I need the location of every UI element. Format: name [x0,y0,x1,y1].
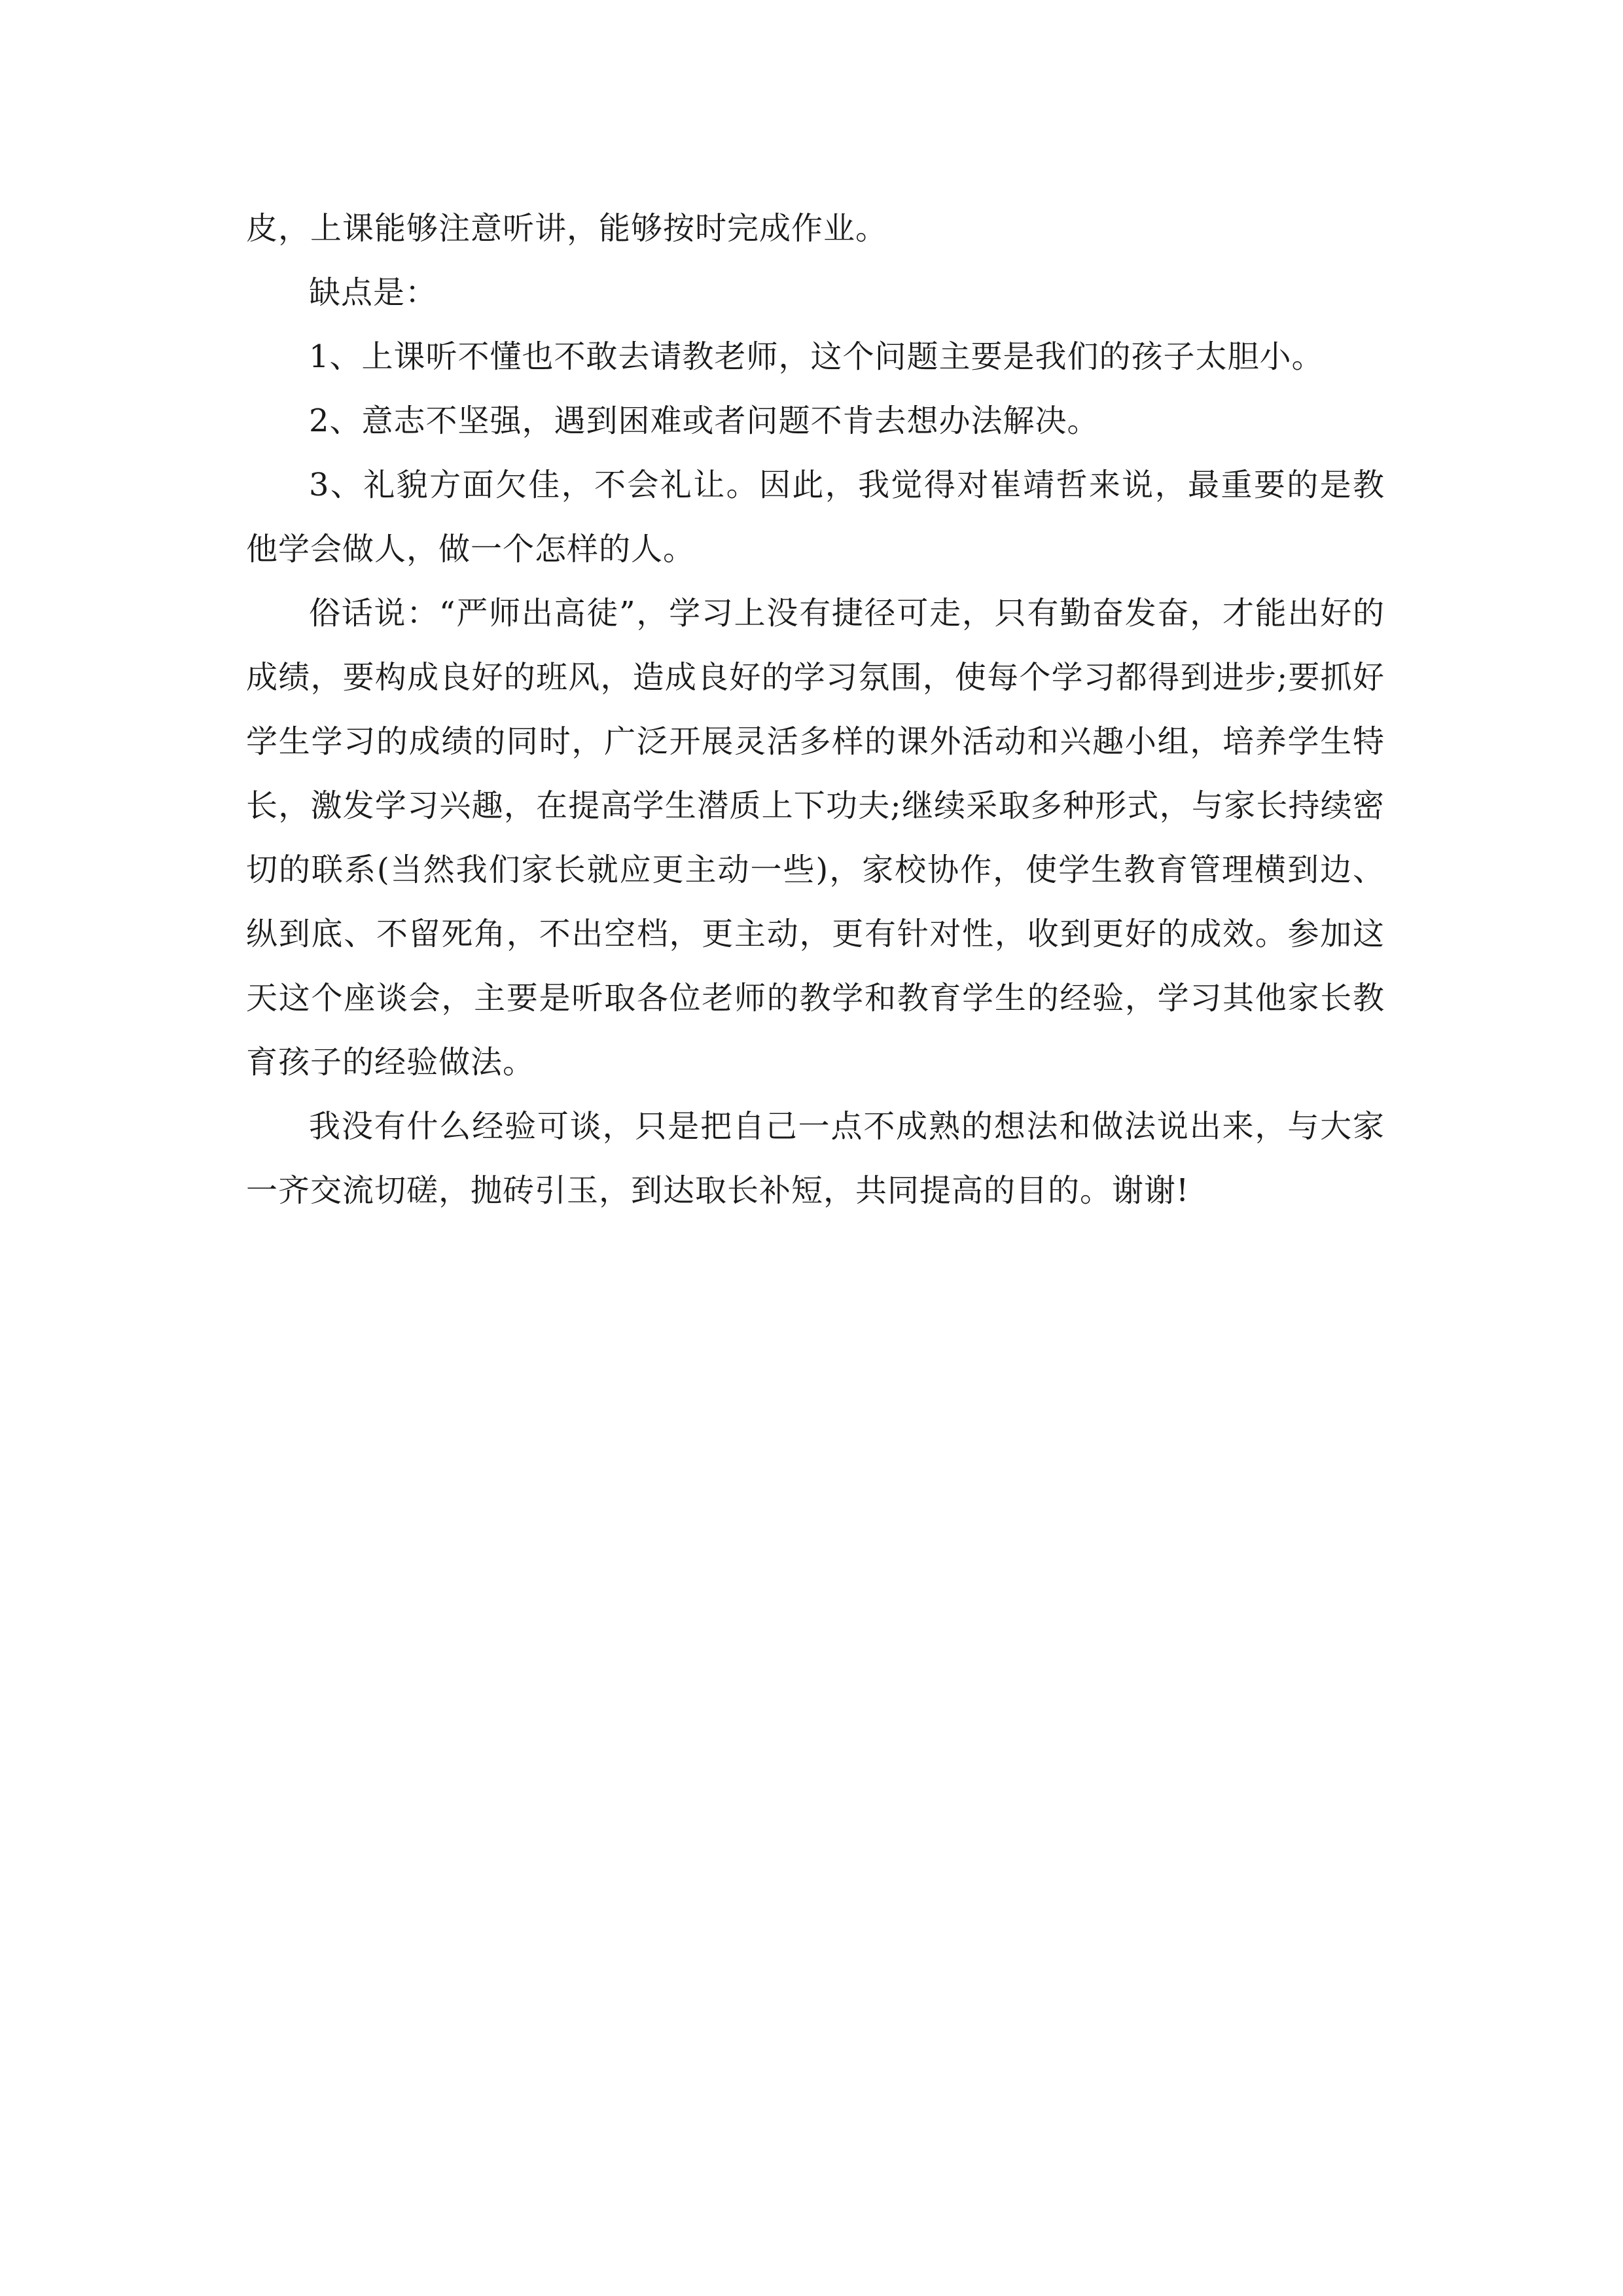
paragraph-shortcoming-3: 3、礼貌方面欠佳，不会礼让。因此，我觉得对崔靖哲来说，最重要的是教他学会做人，做一个怎样的人。 [246,467,1385,567]
paragraph-shortcomings-heading: 缺点是： [309,274,438,311]
paragraph-proverb: 俗话说：“严师出高徒”，学习上没有捷径可走，只有勤奋发奋，才能出好的成绩，要构成良好的班风，造成良好的学习氛围，使每个学习都得到进步;要抓好学生学习的成绩的同时，广泛开展灵活多样的课外活动和兴趣小组，培养学生特长，激发学习兴趣，在提高学生潜质上下功夫;继续采取多种形式，与家长持续密切的联系(当然我们家长就应更主动一些)，家校协作，使学生教育管理横到边、纵到底、不留死角，不出空档，更主动，更有针对性，收到更好的成效。参加这天这个座谈会，主要是听取各位老师的教学和教育学生的经验，学习其他家长教育孩子的经验做法。 [246,595,1385,1081]
document-body [246,196,1385,1223]
paragraph-shortcoming-1: 1、上课听不懂也不敢去请教老师，这个问题主要是我们的孩子太胆小。 [309,338,1324,375]
paragraph-closing: 我没有什么经验可谈，只是把自己一点不成熟的想法和做法说出来，与大家一齐交流切磋，抛砖引玉，到达取长补短，共同提高的目的。谢谢! [246,1108,1385,1209]
paragraph-continuation: 皮，上课能够注意听讲，能够按时完成作业。 [246,210,888,247]
paragraph-shortcoming-2: 2、意志不坚强，遇到困难或者问题不肯去想办法解决。 [309,403,1099,439]
